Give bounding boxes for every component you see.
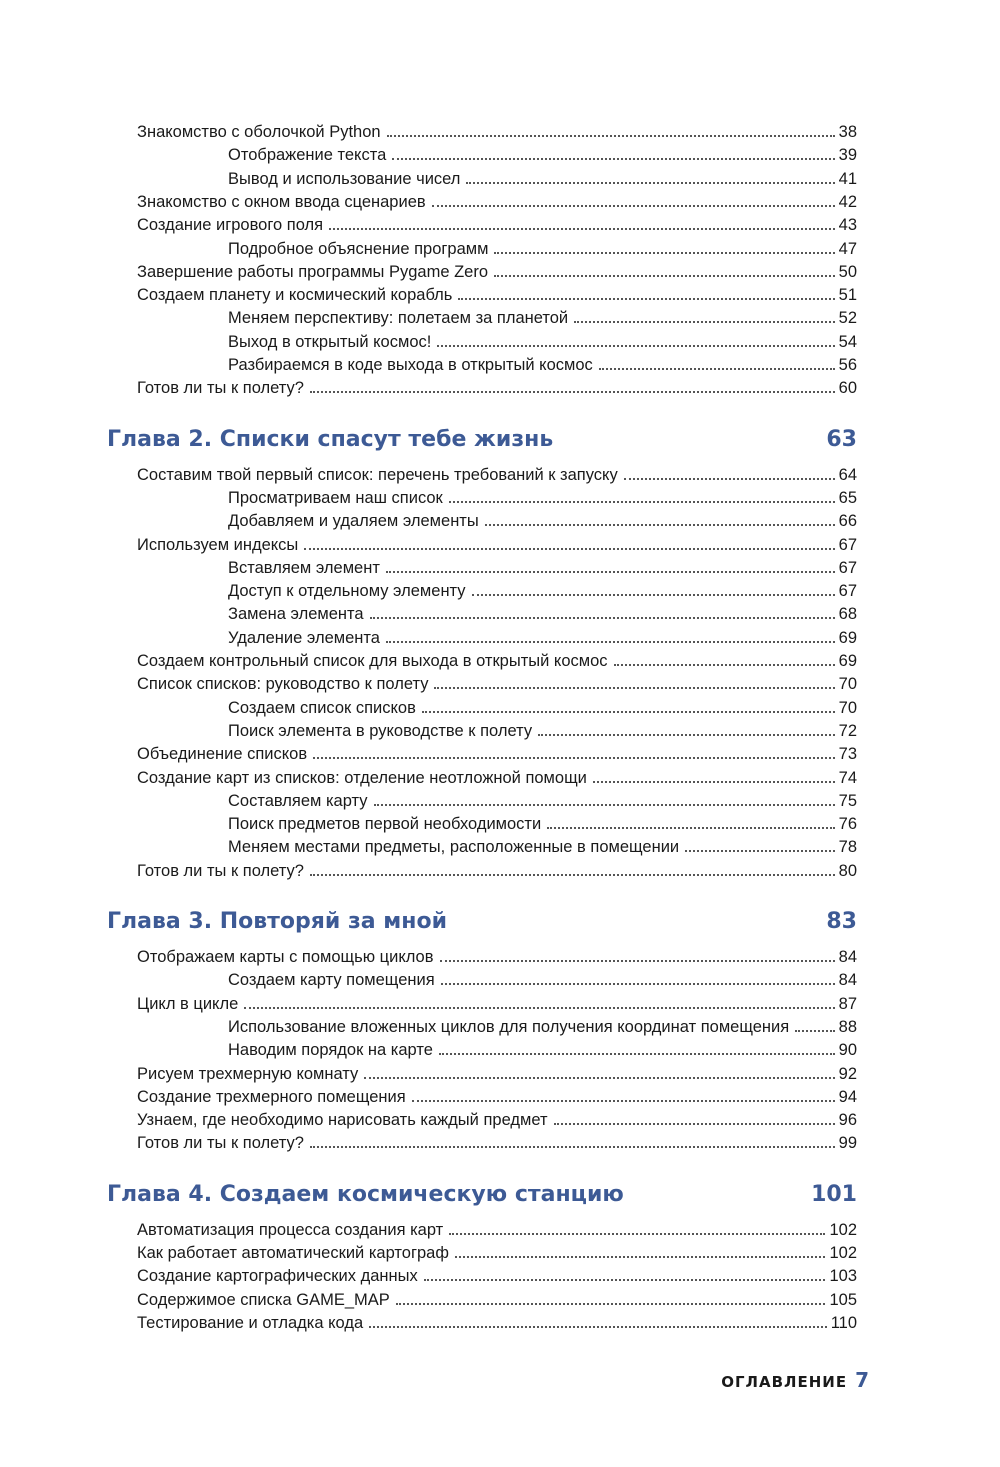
toc-entry[interactable] <box>137 191 857 214</box>
toc-entry[interactable] <box>137 214 857 237</box>
toc-entry-page: 51 <box>838 286 857 305</box>
toc-entry-page: 67 <box>838 535 857 554</box>
dot-leader <box>386 571 835 573</box>
toc-entry-title: Знакомство с оболочкой Python <box>137 123 381 141</box>
dot-leader <box>547 827 834 829</box>
dot-leader <box>485 524 835 526</box>
toc-entry-page: 72 <box>838 721 857 740</box>
toc-entry[interactable] <box>137 1132 857 1155</box>
toc-entry-page: 41 <box>838 169 857 188</box>
toc-entry-page: 73 <box>838 745 857 764</box>
toc-entry-title: Тестирование и отладка кода <box>137 1313 364 1332</box>
toc-entry-page: 99 <box>838 1134 857 1153</box>
dot-leader <box>795 1030 834 1032</box>
toc-entry-title: Создаем контрольный список для выхода в открытый космос <box>137 652 608 670</box>
toc-entry[interactable] <box>137 860 857 883</box>
footer-label: ОГЛАВЛЕНИЕ <box>721 1373 848 1391</box>
toc-entry-page: 43 <box>838 216 857 235</box>
toc-entry[interactable] <box>228 168 857 191</box>
dot-leader <box>574 321 835 323</box>
toc-entry-page: 84 <box>838 948 857 966</box>
dot-leader <box>386 641 835 643</box>
toc-entry[interactable] <box>228 697 857 720</box>
chapter-heading[interactable] <box>107 1180 857 1210</box>
toc-entry[interactable] <box>137 121 857 144</box>
dot-leader <box>310 874 835 876</box>
toc-entry[interactable] <box>228 354 857 377</box>
toc-entry-page: 38 <box>838 123 857 141</box>
toc-entry-title: Список списков: руководство к полету <box>137 675 429 694</box>
toc-entry-title: Меняем местами предметы, расположенные в помещении <box>228 838 680 857</box>
chapter-page: 101 <box>811 1181 857 1207</box>
toc-entry-title: Содержимое списка GAME_MAP <box>137 1290 390 1309</box>
toc-entry-page: 78 <box>838 838 857 857</box>
toc-entry-title: Поиск элемента в руководстве к полету <box>228 721 533 740</box>
dot-leader <box>374 804 835 806</box>
toc-entry-title: Создаем планету и космический корабль <box>137 286 453 305</box>
toc-entry[interactable] <box>137 767 857 790</box>
dot-leader <box>439 1053 835 1055</box>
toc-entry-page: 105 <box>829 1290 857 1309</box>
toc-entry-page: 92 <box>838 1064 857 1083</box>
dot-leader <box>494 252 834 254</box>
dot-leader <box>310 1146 835 1148</box>
toc-entry[interactable] <box>228 557 857 580</box>
toc-entry[interactable] <box>228 603 857 626</box>
toc-entry-page: 87 <box>838 994 857 1013</box>
toc-entry-title: Разбираемся в коде выхода в открытый космос <box>228 356 593 374</box>
toc-entry-title: Использование вложенных циклов для получения координат помещения <box>228 1017 790 1036</box>
toc-entry-title: Цикл в цикле <box>137 994 239 1013</box>
toc-entry[interactable] <box>228 627 857 650</box>
toc-entry-page: 70 <box>838 698 857 717</box>
toc-entry-title: Выход в открытый космос! <box>228 332 432 351</box>
dot-leader <box>387 135 835 137</box>
toc-entry[interactable] <box>228 331 857 354</box>
toc-entry-title: Удаление элемента <box>228 628 380 647</box>
toc-entry-title: Добавляем и удаляем элементы <box>228 512 479 531</box>
dot-leader <box>392 158 834 160</box>
chapter-title: Глава 3. Повторяй за мной <box>107 909 447 934</box>
toc-entry-page: 110 <box>830 1313 857 1332</box>
toc-entry[interactable] <box>137 1219 857 1242</box>
toc-entry[interactable] <box>137 377 857 400</box>
dot-leader <box>599 368 835 370</box>
toc-entry-title: Поиск предметов первой необходимости <box>228 815 542 834</box>
toc-entry-page: 69 <box>838 652 857 670</box>
dot-leader <box>685 850 835 852</box>
dot-leader <box>614 664 835 666</box>
toc-entry-title: Наводим порядок на карте <box>228 1041 433 1060</box>
toc-entry[interactable] <box>137 1312 857 1335</box>
dot-leader <box>329 228 835 230</box>
toc-entry[interactable] <box>137 650 857 673</box>
toc-entry-title: Рисуем трехмерную комнату <box>137 1064 359 1083</box>
dot-leader <box>434 687 834 689</box>
toc-entry-title: Завершение работы программы Pygame Zero <box>137 262 489 281</box>
toc-entry-page: 56 <box>838 356 857 374</box>
dot-leader <box>624 478 835 480</box>
footer-page-number: 7 <box>855 1368 869 1392</box>
toc-entry-page: 60 <box>838 379 857 398</box>
toc-entry-page: 75 <box>838 791 857 810</box>
toc-entry-title: Готов ли ты к полету? <box>137 861 304 880</box>
toc-entry[interactable] <box>137 743 857 766</box>
toc-entry[interactable] <box>228 580 857 603</box>
toc-entry-title: Доступ к отдельному элементу <box>228 582 466 601</box>
toc-entry-title: Отображение текста <box>228 146 387 165</box>
dot-leader <box>593 781 835 783</box>
toc-entry[interactable] <box>137 1289 857 1312</box>
toc-entry-title: Создание карт из списков: отделение неотложной помощи <box>137 768 587 787</box>
toc-entry-page: 39 <box>838 146 857 165</box>
toc-entry-page: 65 <box>838 488 857 507</box>
chapter-page: 83 <box>826 909 857 934</box>
toc-entry-title: Готов ли ты к полету? <box>137 1134 304 1153</box>
toc-entry-title: Объединение списков <box>137 745 308 764</box>
toc-entry-title: Подробное объяснение программ <box>228 239 489 258</box>
toc-entry-page: 90 <box>838 1041 857 1060</box>
dot-leader <box>538 734 835 736</box>
dot-leader <box>370 617 835 619</box>
toc-entry-page: 84 <box>838 971 857 990</box>
toc-entry-title: Как работает автоматический картограф <box>137 1244 449 1262</box>
toc-entry-title: Создание картографических данных <box>137 1267 418 1286</box>
toc-entry[interactable] <box>137 1242 857 1265</box>
toc-entry[interactable] <box>137 1086 857 1109</box>
toc-entry[interactable] <box>228 487 857 510</box>
toc-entry-page: 76 <box>838 815 857 834</box>
toc-entry[interactable] <box>137 534 857 557</box>
chapter-heading[interactable] <box>107 907 857 937</box>
toc-entry-title: Создание трехмерного помещения <box>137 1087 406 1106</box>
chapter-page: 63 <box>826 426 857 452</box>
toc-entry-page: 69 <box>838 628 857 647</box>
toc-entry-title: Вставляем элемент <box>228 558 380 577</box>
toc-entry-page: 68 <box>838 605 857 624</box>
dot-leader <box>313 757 835 759</box>
dot-leader <box>494 275 835 277</box>
toc-entry-page: 67 <box>838 558 857 577</box>
toc-entry-page: 96 <box>838 1111 857 1130</box>
toc-entry-title: Замена элемента <box>228 605 364 624</box>
dot-leader <box>437 345 834 347</box>
toc-entry-page: 103 <box>829 1267 857 1286</box>
chapter-heading[interactable] <box>107 425 857 455</box>
toc-entry[interactable] <box>228 1016 857 1039</box>
toc-entry-title: Меняем перспективу: полетаем за планетой <box>228 309 569 328</box>
toc-entry-page: 67 <box>838 582 857 601</box>
dot-leader <box>449 1233 825 1235</box>
toc-entry[interactable] <box>137 464 857 487</box>
toc-entry-title: Отображаем карты с помощью циклов <box>137 948 434 966</box>
toc-entry[interactable] <box>137 993 857 1016</box>
toc-entry[interactable] <box>137 261 857 284</box>
toc-entry-title: Узнаем, где необходимо нарисовать каждый предмет <box>137 1111 548 1130</box>
toc-entry[interactable] <box>228 307 857 330</box>
dot-leader <box>458 298 834 300</box>
toc-entry[interactable] <box>228 836 857 859</box>
toc-entry-title: Знакомство с окном ввода сценариев <box>137 192 426 211</box>
toc-entry-page: 54 <box>838 332 857 351</box>
toc-entry-page: 50 <box>838 262 857 281</box>
toc-entry[interactable] <box>137 1265 857 1288</box>
toc-entry[interactable] <box>137 1109 857 1132</box>
dot-leader <box>244 1007 834 1009</box>
toc-entry-page: 74 <box>838 768 857 787</box>
toc-entry-title: Создание игрового поля <box>137 216 324 235</box>
toc-entry[interactable] <box>228 969 857 992</box>
toc-entry-title: Составляем карту <box>228 791 368 810</box>
dot-leader <box>472 594 835 596</box>
toc-entry[interactable] <box>228 144 857 167</box>
toc-entry-page: 94 <box>838 1087 857 1106</box>
toc-entry-page: 70 <box>838 675 857 694</box>
toc-entry-title: Просматриваем наш список <box>228 488 443 507</box>
dot-leader <box>369 1326 827 1328</box>
toc-entry[interactable] <box>137 284 857 307</box>
toc-entry-title: Используем индексы <box>137 535 299 554</box>
toc-entry-page: 64 <box>838 465 857 484</box>
toc-entry-page: 52 <box>838 309 857 328</box>
dot-leader <box>455 1256 826 1258</box>
dot-leader <box>364 1077 834 1079</box>
toc-entry-title: Вывод и использование чисел <box>228 169 461 188</box>
toc-entry-title: Создаем карту помещения <box>228 971 435 990</box>
dot-leader <box>440 960 835 962</box>
toc-entry-title: Готов ли ты к полету? <box>137 379 304 398</box>
dot-leader <box>310 391 835 393</box>
toc-entry-page: 102 <box>829 1220 857 1239</box>
dot-leader <box>432 205 835 207</box>
toc-entry[interactable] <box>228 238 857 261</box>
toc-entry[interactable] <box>137 946 857 969</box>
chapter-title: Глава 4. Создаем космическую станцию <box>107 1181 624 1207</box>
toc-entry[interactable] <box>137 673 857 696</box>
page-footer <box>721 1368 869 1392</box>
toc-entry-title: Автоматизация процесса создания карт <box>137 1220 444 1239</box>
toc-entry-page: 88 <box>838 1017 857 1036</box>
toc-entry-title: Создаем список списков <box>228 698 416 717</box>
toc-entry-page: 102 <box>829 1244 857 1262</box>
dot-leader <box>554 1123 835 1125</box>
dot-leader <box>422 711 835 713</box>
dot-leader <box>396 1303 826 1305</box>
dot-leader <box>466 182 834 184</box>
dot-leader <box>304 548 834 550</box>
toc-entry-page: 47 <box>838 239 857 258</box>
toc-entry[interactable] <box>228 1039 857 1062</box>
toc-entry[interactable] <box>137 1063 857 1086</box>
dot-leader <box>412 1100 835 1102</box>
toc-entry-page: 80 <box>838 861 857 880</box>
toc-entry[interactable] <box>228 720 857 743</box>
toc-entry-page: 42 <box>838 192 857 211</box>
toc-entry-title: Составим твой первый список: перечень требований к запуску <box>137 465 618 484</box>
dot-leader <box>441 983 835 985</box>
dot-leader <box>424 1279 826 1281</box>
dot-leader <box>449 501 835 503</box>
chapter-title: Глава 2. Списки спасут тебе жизнь <box>107 426 554 452</box>
toc-entry[interactable] <box>228 813 857 836</box>
toc-entry[interactable] <box>228 510 857 533</box>
toc-entry[interactable] <box>228 790 857 813</box>
toc-entry-page: 66 <box>838 512 857 531</box>
